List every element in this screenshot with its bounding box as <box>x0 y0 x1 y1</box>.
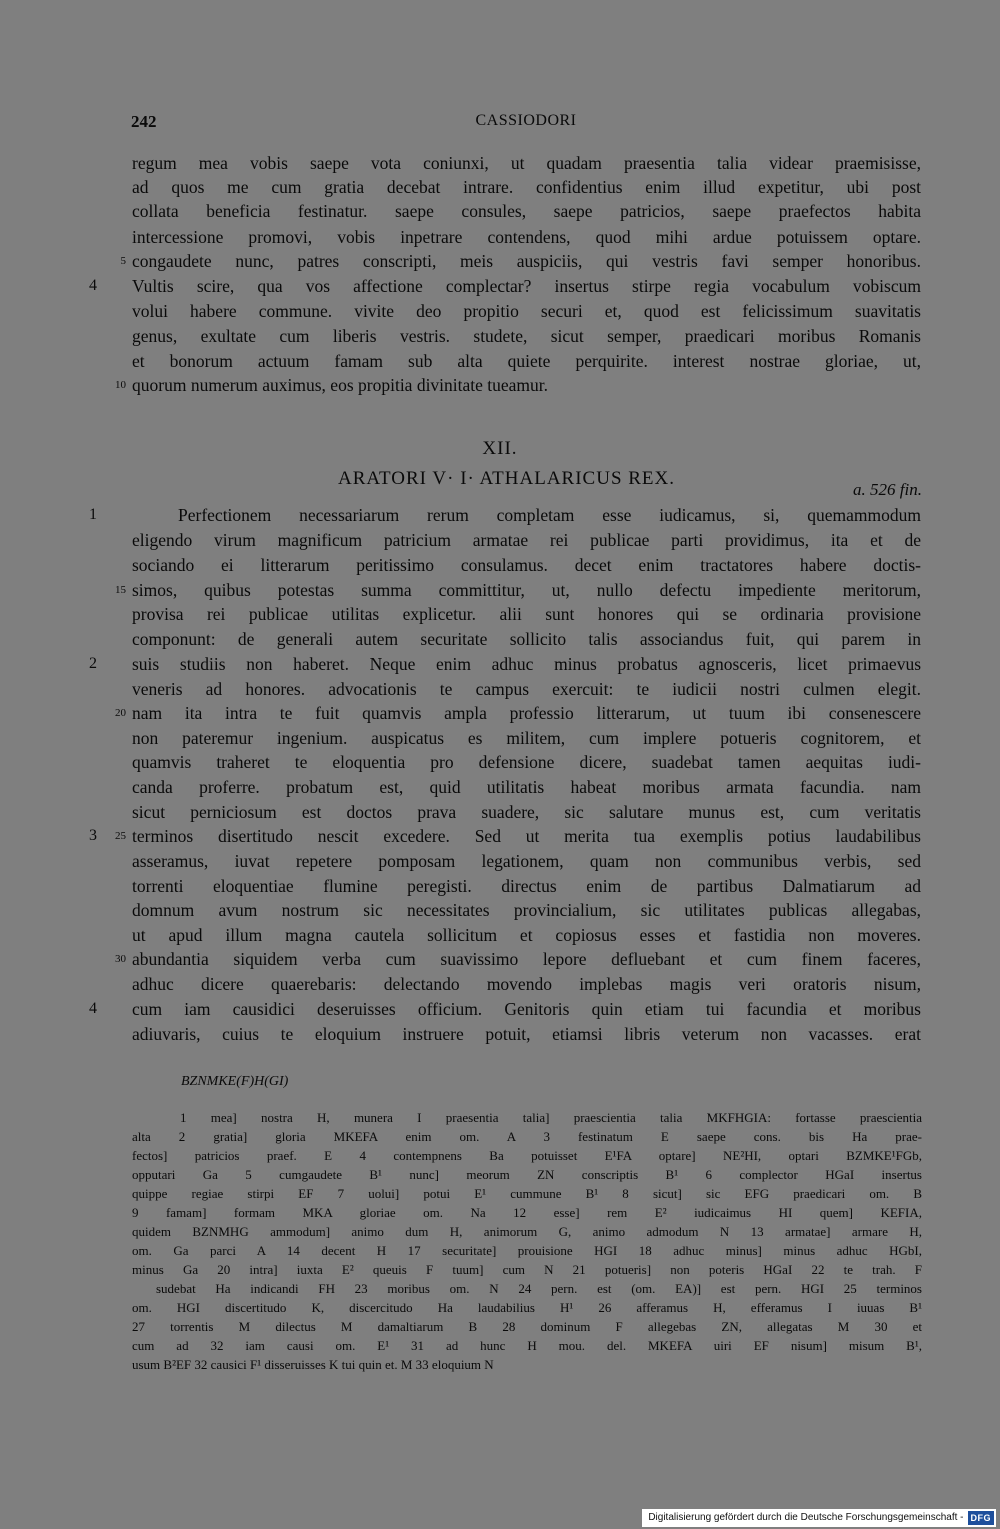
apparatus-line: 1 mea] nostra H, munera I praesentia talia] praescientia talia MKFHGIA: fortasse praescientia <box>180 1110 922 1125</box>
apparatus-line: usum B²EF 32 causici F¹ disseruisses K tui quin et. M 33 eloquium N <box>132 1357 494 1372</box>
section-heading-number: XII. <box>482 438 518 459</box>
dfg-logo: DFG <box>968 1511 995 1525</box>
running-title: CASSIODORI <box>475 112 577 129</box>
section-number: 2 <box>89 655 97 672</box>
text-line: quamvis traheret te eloquentia pro defensione dicere, suadebat tamen aequitas iudi- <box>132 752 921 772</box>
text-line: ut apud illum magna cautela sollicitum et copiosus esses et fastidia non moveres. <box>132 925 921 945</box>
apparatus-line: 9 famam] formam MKA gloriae om. Na 12 esse] rem E² iudicaimus HI quem] KEFIA, <box>132 1205 922 1220</box>
text-line: provisa rei publicae utilitas explicetur. alii sunt honores qui se ordinaria provisione <box>132 604 921 624</box>
text-line: quorum numerum auximus, eos propitia divinitate tueamur. <box>132 375 549 395</box>
text-line: torrenti eloquentiae flumine peregisti. directus enim de partibus Dalmatiarum ad <box>132 876 921 896</box>
section-number: 4 <box>89 1000 97 1017</box>
text-line: sociando ei litterarum peritissimo consulamus. decet enim tractatores habere doctis- <box>132 555 921 575</box>
text-line: sicut perniciosum est doctos prava suadere, sic salutare munus est, cum veritatis <box>132 802 921 822</box>
page-number: 242 <box>131 112 157 131</box>
text-line: et bonorum actuum famam sub alta quiete perquirite. interest nostrae gloriae, ut, <box>132 351 921 371</box>
line-number: 10 <box>115 379 126 391</box>
text-line: Vultis scire, qua vos affectione complectar? insertus stirpe regia vocabulum vobiscum <box>132 276 921 296</box>
text-line: adiuvaris, cuius te eloquium instruere potuit, etiamsi libris veterum non vacasses. erat <box>132 1024 921 1044</box>
text-line: collata beneficia festinatur. saepe consules, saepe patricios, saepe praefectos habita <box>132 201 921 221</box>
text-line: adhuc dicere quaerebaris: delectando movendo implebas magis veri oratoris nisum, <box>132 974 921 994</box>
apparatus-line: fectos] patricios praef. E 4 contempnens Ba potuisset E¹FA optare] NE²HI, optari BZMKE¹FGb, <box>132 1148 922 1163</box>
text-line: non pateremur ingenium. auspicatus es militem, cum implere potueris cognitorem, et <box>132 728 921 748</box>
text-line: Perfectionem necessariarum rerum completam esse iudicamus, si, quemammodum <box>178 505 921 525</box>
line-number: 15 <box>115 584 126 596</box>
funding-text: Digitalisierung gefördert durch die Deutsche Forschungsgemeinschaft - <box>648 1512 964 1523</box>
text-line: componunt: de generali autem securitate sollicito talis associandus fuit, qui parem in <box>132 629 921 649</box>
apparatus-line: om. Ga parci A 14 decent H 17 securitate] prouisione HGI 18 adhuc minus] minus adhuc HGbI, <box>132 1243 922 1258</box>
text-line: suis studiis non haberet. Neque enim adhuc minus probatus agnosceris, licet primaevus <box>132 654 921 674</box>
text-line: ad quos me cum gratia decebat intrare. confidentius enim illud expetitur, ubi post <box>132 177 921 197</box>
text-line: volui habere commune. vivite deo propitio securi et, quod est felicissimum suavitatis <box>132 301 921 321</box>
apparatus-line: sudebat Ha indicandi FH 23 moribus om. N 24 pern. est (om. EA)] est pern. HGI 25 terminos <box>156 1281 922 1296</box>
manuscript-sigla: BZNMKE(F)H(GI) <box>181 1074 289 1089</box>
text-line: genus, exultate cum liberis vestris. studete, sicut semper, praedicari moribus Romanis <box>132 326 921 346</box>
apparatus-line: quippe regiae stirpi EF 7 uolui] potui E¹ cummune B¹ 8 sicut] sic EFG praedicari om. B <box>132 1186 922 1201</box>
text-line: congaudete nunc, patres conscripti, meis auspiciis, qui vestris favi semper honoribus. <box>132 251 921 271</box>
text-line: eligendo virum magnificum patricium armatae rei publicae parti providimus, ita et de <box>132 530 921 550</box>
text-line: abundantia siquidem verba cum suavissimo lepore defluebant et cum finem faceres, <box>132 949 921 969</box>
apparatus-line: opputari Ga 5 cumgaudete B¹ nunc] meorum ZN conscriptis B¹ 6 complector HGaI insertus <box>132 1167 922 1182</box>
text-line: asseramus, iuvat repetere pomposam legationem, quam non communibus verbis, sed <box>132 851 921 871</box>
apparatus-line: 27 torrentis M dilectus M damaltiarum B 28 dominum F allegebas ZN, allegatas M 30 et <box>132 1319 922 1334</box>
section-number: 1 <box>89 506 97 523</box>
critical-apparatus <box>132 1108 922 1374</box>
text-line: nam ita intra te fuit quamvis ampla professio litterarum, ut tuum ibi consenescere <box>132 703 921 723</box>
funding-footer <box>642 1509 996 1527</box>
text-line: canda proferre. probatum est, quid utilitatis habeat moribus armata facundia. nam <box>132 777 921 797</box>
text-line: regum mea vobis saepe vota coniunxi, ut quadam praesentia talia videar praemisisse, <box>132 153 921 173</box>
text-line: simos, quibus potestas summa committitur, ut, nullo defectu impediente meritorum, <box>132 580 921 600</box>
text-line: veneris ad honores. advocationis te campus exercuit: te iudicii nostri culmen elegit. <box>132 679 921 699</box>
apparatus-line: minus Ga 20 intra] iuxta E² queuis F tuum] cum N 21 potueris] non poteris HGaI 22 te trah. F <box>132 1262 922 1277</box>
section-date: a. 526 fin. <box>853 480 922 499</box>
line-number: 20 <box>115 707 126 719</box>
page-header <box>131 112 921 136</box>
section-heading-title: ARATORI V· I· ATHALARICUS REX. <box>338 468 676 489</box>
section-number: 3 <box>89 827 97 844</box>
text-line: terminos disertitudo nescit excedere. Sed ut merita tua exemplis potius laudabilibus <box>132 826 921 846</box>
section-number: 4 <box>89 277 97 294</box>
text-line: cum iam causidici deseruisses officium. Genitoris quin etiam tui facundia et moribus <box>132 999 921 1019</box>
line-number: 30 <box>115 953 126 965</box>
line-number: 25 <box>115 830 126 842</box>
text-line: intercessione promovi, vobis inpetrare contendens, quod mihi ardue potuissem optare. <box>132 227 921 247</box>
apparatus-line: om. HGI discertitudo K, discercitudo Ha laudabilius H¹ 26 afferamus H, efferamus I iuuas B¹ <box>132 1300 922 1315</box>
line-number: 5 <box>120 255 126 267</box>
apparatus-line: alta 2 gratia] gloria MKEFA enim om. A 3 festinatum E saepe cons. bis Ha prae- <box>132 1129 922 1144</box>
apparatus-line: cum ad 32 iam causi om. E¹ 31 ad hunc H mou. del. MKEFA uiri EF nisum] misum B¹, <box>132 1338 922 1353</box>
apparatus-line: quidem BZNMHG ammodum] animo dum H, animorum G, animo admodum N 13 armatae] armare H, <box>132 1224 922 1239</box>
text-line: domnum avum nostrum sic necessitates provincialium, sic utilitates publicas allegabas, <box>132 900 921 920</box>
